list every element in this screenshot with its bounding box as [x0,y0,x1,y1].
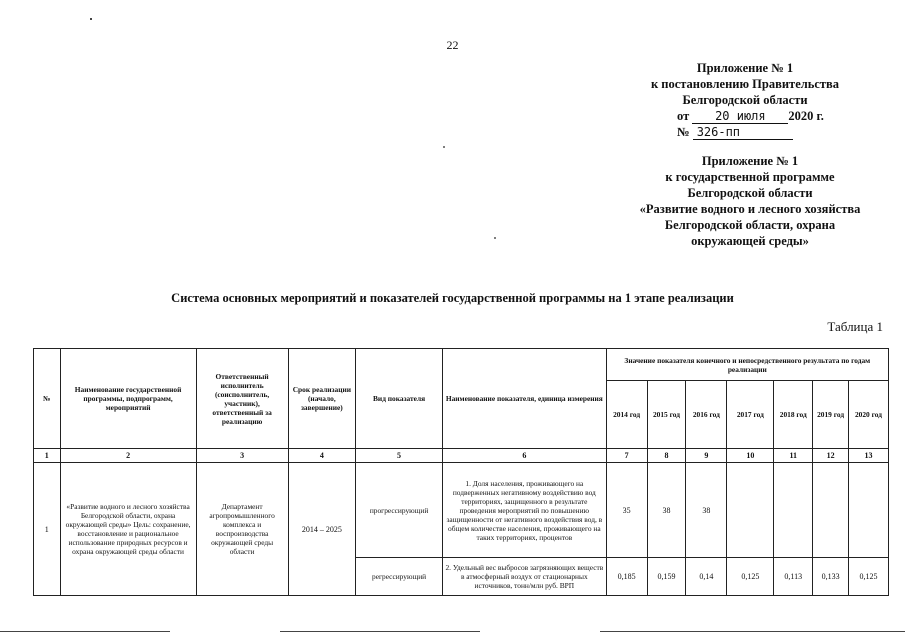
scan-dot [443,146,445,148]
column-number: 8 [647,449,686,463]
row-term: 2014 – 2025 [288,463,355,596]
header-executor: Ответственный исполнитель (соисполнитель, участник), ответственный за реализацию [196,349,288,449]
date-year: 2020 г. [788,109,824,123]
indicator-value: 38 [647,463,686,558]
column-number: 6 [443,449,607,463]
header-values-group: Значение показателя конечного и непосредственного результата по годам реализации [606,349,888,381]
indicator-type: регрессирующий [356,558,443,596]
indicator-value [813,463,849,558]
header-year: 2019 год [813,381,849,449]
column-number: 12 [813,449,849,463]
column-number: 1 [34,449,61,463]
header-year: 2015 год [647,381,686,449]
indicator-value: 0,133 [813,558,849,596]
header-year: 2014 год [606,381,647,449]
scan-line-bottom-mid [280,631,480,632]
number-handwritten: 326-пп [693,126,793,140]
row-executor: Департамент агропромышленного комплекса и воспроизводства окружающей среды области [196,463,288,596]
header-name: Наименование государственной программы, подпрограмм, мероприятий [60,349,196,449]
indicator-value [727,463,774,558]
scan-line-bottom-right [600,631,905,632]
column-number: 2 [60,449,196,463]
indicator-value: 0,113 [774,558,813,596]
appendix-title: Приложение № 1 [696,61,794,75]
scan-line-bottom-left [0,631,170,632]
indicators-table [33,348,889,596]
indicator-type: прогрессирующий [356,463,443,558]
indicator-value: 0,14 [686,558,727,596]
appendix-date-line [640,108,850,124]
header-year: 2017 год [727,381,774,449]
page-number: 22 [446,38,459,52]
column-number: 13 [848,449,888,463]
indicator-value: 0,125 [727,558,774,596]
header-num: № [34,349,61,449]
column-number: 7 [606,449,647,463]
appendix-line: Белгородской области [687,186,813,200]
indicator-name: 1. Доля населения, проживающего на подверженных негативному воздействию вод территориях, защищенного в результате проведения мероприятий по повышению защищенности от негативного воздействия вод, в общем количестве населения, проживающего на таких территориях, процентов [443,463,607,558]
appendix-program [610,153,890,249]
header-year: 2020 год [848,381,888,449]
column-number: 5 [356,449,443,463]
appendix-line: Белгородской области, охрана [664,218,836,232]
indicator-value: 0,185 [606,558,647,596]
appendix-line: к государственной программе [665,170,835,184]
number-prefix: № [677,125,690,139]
header-type: Вид показателя [356,349,443,449]
indicator-value: 38 [686,463,727,558]
column-number: 3 [196,449,288,463]
header-year: 2016 год [686,381,727,449]
appendix-line: окружающей среды» [691,234,809,248]
scan-mark-top [90,18,92,20]
column-number: 11 [774,449,813,463]
header-term: Срок реализации (начало, завершение) [288,349,355,449]
appendix-line: Белгородской области [682,93,808,107]
header-indicator: Наименование показателя, единица измерения [443,349,607,449]
date-handwritten: 20 июля [692,110,788,124]
date-prefix: от [677,109,690,123]
indicator-value: 0,125 [848,558,888,596]
document-title: Система основных мероприятий и показателей государственной программы на 1 этапе реализации [171,291,734,305]
column-number: 9 [686,449,727,463]
row-program-name: «Развитие водного и лесного хозяйства Белгородской области, охрана окружающей среды» Цель: сохранение, восстановление и рациональное использование природных ресурсов и охрана окружающей среды области [60,463,196,596]
appendix-number-line [640,124,850,140]
header-year: 2018 год [774,381,813,449]
column-number: 4 [288,449,355,463]
indicator-value [848,463,888,558]
indicator-value: 0,159 [647,558,686,596]
scan-dot [494,237,496,239]
indicator-name: 2. Удельный вес выбросов загрязняющих веществ в атмосферный воздух от стационарных источников, тонн/млн руб. ВРП [443,558,607,596]
appendix-line: «Развитие водного и лесного хозяйства [639,202,861,216]
table-row [34,463,889,558]
table-label: Таблица 1 [827,319,883,334]
row-number: 1 [34,463,61,596]
column-number: 10 [727,449,774,463]
appendix-title: Приложение № 1 [701,154,799,168]
appendix-resolution [640,60,850,140]
indicator-value: 35 [606,463,647,558]
indicator-value [774,463,813,558]
appendix-line: к постановлению Правительства [650,77,840,91]
